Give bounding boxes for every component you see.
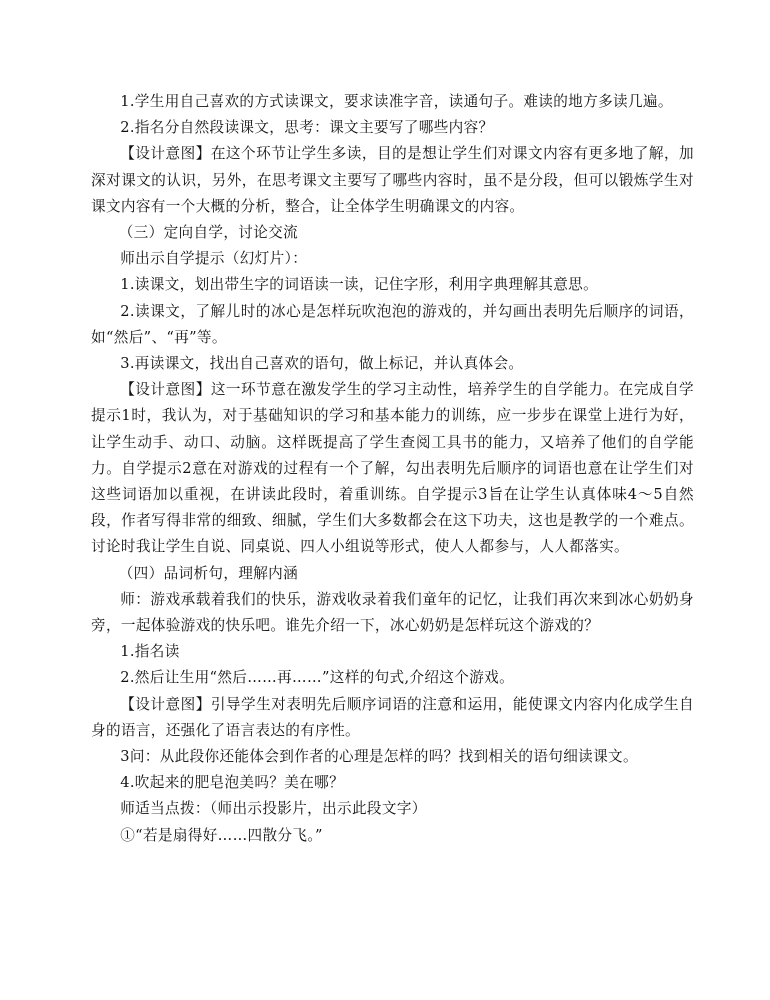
self-study-item-3: 3.再读课文，找出自己喜欢的语句，做上标记，并认真体会。 (120, 355, 524, 373)
self-study-item-2: 2.读课文，了解儿时的冰心是怎样玩吹泡泡的游戏的，并勾画出表明先后顺序的词语，如“然后”、“再”等。 (91, 302, 694, 346)
activity-item-4: 4.吹起来的肥皂泡美吗？美在哪？ (120, 774, 345, 792)
step-read-aloud: 1.学生用自己喜欢的方式读课文，要求读准字音，读通句子。难读的地方多读几遍。 (120, 93, 673, 110)
teacher-guidance: 师适当点拨：（师出示投影片，出示此段文字） (120, 800, 427, 818)
design-intent-1: 【设计意图】在这个环节让学生多读，目的是想让学生们对课文内容有更多地了解，加深对课文的认识，另外，在思考课文主要写了哪些内容时，虽不是分段，但可以锻炼学生对课文内容有一个大概的分析，整合，让全体学生明确课文的内容。 (91, 145, 694, 215)
section-heading-3: （三）定向自学，讨论交流 (118, 224, 299, 242)
activity-item-3: 3问：从此段你还能体会到作者的心理是怎样的吗？找到相关的语句细读课文。 (120, 748, 638, 766)
self-study-item-1: 1.读课文，划出带生字的词语读一读，记住字形，利用字典理解其意思。 (120, 276, 599, 294)
section-heading-4: （四）品词析句，理解内涵 (118, 564, 299, 582)
step-read-by-paragraph: 2.指名分自然段读课文，思考：课文主要写了哪些内容？ (120, 119, 494, 137)
design-intent-3: 【设计意图】引导学生对表明先后顺序词语的注意和运用，能使课文内容内化成学生自身的语言，还强化了语言表达的有序性。 (91, 695, 694, 739)
activity-item-1: 1.指名读 (120, 643, 180, 661)
activity-item-2: 2.然后让生用“然后……再……”这样的句式,介绍这个游戏。 (120, 669, 515, 687)
quoted-excerpt-1: ①“若是扇得好……四散分飞。” (120, 826, 323, 844)
design-intent-2: 【设计意图】这一环节意在激发学生的学习主动性，培养学生的自学能力。在完成自学提示1时，我认为，对于基础知识的学习和基本能力的训练，应一步步在课堂上进行为好，让学生动手、动口、动脑。这样既提高了学生查阅工具书的能力，又培养了他们的自学能力。自学提示2意在对游戏的过程有一个了解，勾出表明先后顺序的词语也意在让学生们对这些词语加以重视，在讲读此段时，着重训练。自学提示3旨在让学生认真体味4～5自然段，作者写得非常的细致、细腻，学生们大多数都会在这下功夫，这也是教学的一个难点。讨论时我让学生自说、同桌说、四人小组说等形式，使人人都参与，人人都落实。 (91, 381, 694, 556)
document-body (91, 89, 694, 849)
teacher-intro: 师：游戏承载着我们的快乐，游戏收录着我们童年的记忆，让我们再次来到冰心奶奶身旁，一起体验游戏的快乐吧。谁先介绍一下，冰心奶奶是怎样玩这个游戏的？ (91, 590, 694, 635)
self-study-prompt-intro: 师出示自学提示（幻灯片）： (120, 250, 308, 268)
